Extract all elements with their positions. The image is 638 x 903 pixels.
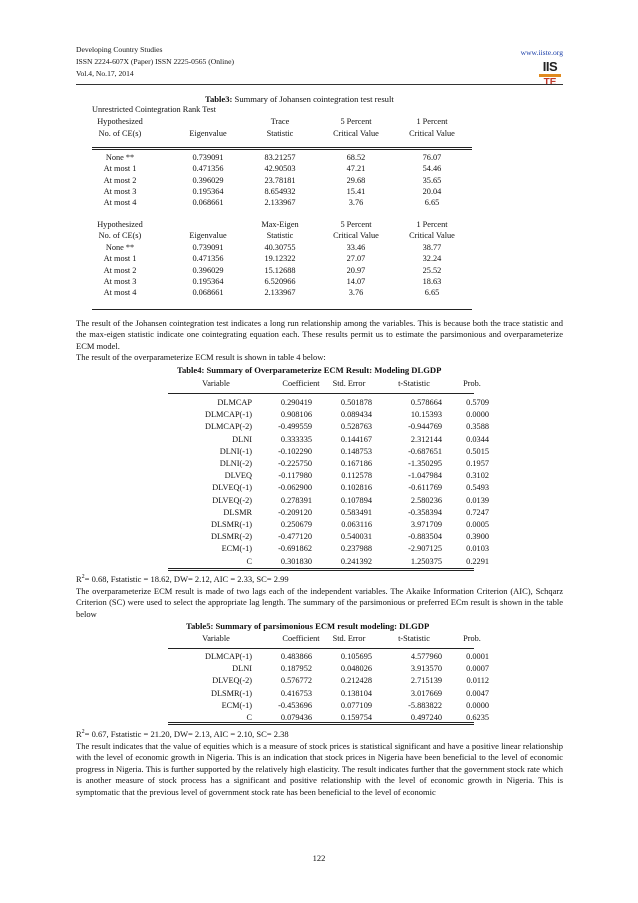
table3-cell-eigenvalue: 0.068661 (192, 288, 224, 298)
table4-cell-coefficient: 0.908106 (280, 410, 312, 420)
table5-head-prob: Prob. (463, 634, 481, 643)
table4-head-coefficient: Coefficient (282, 379, 320, 388)
table5-fit-stats (76, 729, 289, 739)
table4-cell-std-error: 0.540031 (340, 532, 372, 542)
table3-cell-statistic: 2.133967 (264, 198, 296, 208)
table5-cell-coefficient: 0.187952 (280, 664, 312, 674)
paragraph-overparam-intro: The result of the overparameterize ECM result is shown in table 4 below: (76, 352, 326, 362)
table3-cell-hypothesis: At most 1 (103, 254, 137, 264)
table4-cell-prob: 0.3900 (466, 532, 489, 542)
table3-head-5pct: 5 Percent (340, 117, 372, 126)
table3-eigen-head-maxeigen: Max-Eigen (261, 220, 299, 229)
table5-head-std-error: Std. Error (332, 634, 366, 643)
table3-cell-critical-5pct: 15.41 (346, 186, 366, 196)
logo-text-top: IIS (542, 59, 558, 74)
table3-cell-hypothesis: At most 1 (103, 164, 137, 174)
table4-cell-coefficient: -0.477120 (278, 532, 312, 542)
table4-cell-prob: 0.5709 (466, 398, 489, 407)
table5-cell-t-statistic: 3.913570 (410, 664, 442, 674)
table4-cell-t-statistic: 2.580236 (410, 495, 442, 505)
table3-cell-hypothesis: At most 4 (103, 288, 137, 298)
table3-head-hyp: Hypothesized (97, 117, 143, 126)
table3-cell-critical-1pct: 54.46 (422, 164, 442, 174)
table3-head-1pct-cv: Critical Value (409, 129, 455, 138)
table4-cell-prob: 0.0005 (466, 520, 489, 529)
table5-cell-coefficient: -0.453696 (278, 700, 312, 710)
table5-cell-prob: 0.0001 (466, 652, 489, 661)
table3-cell-eigenvalue: 0.471356 (192, 254, 224, 264)
table4-cell-t-statistic: -0.883504 (408, 532, 442, 542)
table4-cell-std-error: 0.112578 (341, 471, 372, 481)
table3-cell-statistic: 19.12322 (264, 254, 296, 264)
table3-caption-label: Table3: (205, 94, 233, 104)
table3-cell-critical-5pct: 33.46 (346, 243, 366, 252)
table3-cell-eigenvalue: 0.068661 (192, 198, 224, 208)
table4-cell-t-statistic: -2.907125 (408, 544, 442, 554)
table5-r2-sup: 2 (81, 729, 85, 736)
table3-cell-critical-5pct: 3.76 (348, 288, 364, 298)
table4-cell-variable: DLMCAP(-2) (204, 422, 252, 432)
table5-cell-std-error: 0.212428 (340, 676, 372, 686)
table4-cell-variable: DLVEQ(-2) (212, 495, 252, 505)
table3-cell-eigenvalue: 0.396029 (192, 175, 224, 185)
table5-cell-prob: 0.6235 (466, 713, 489, 722)
table3-cell-critical-5pct: 20.97 (346, 265, 366, 275)
table3-cell-statistic: 6.520966 (264, 276, 296, 286)
table3-cell-eigenvalue: 0.471356 (192, 164, 224, 174)
table3-cell-critical-1pct: 6.65 (424, 288, 440, 298)
table5-cell-coefficient: 0.483866 (280, 652, 312, 661)
table4-cell-t-statistic: 3.971709 (410, 520, 442, 529)
table4-cell-prob: 0.0139 (466, 495, 489, 505)
table4-head-variable: Variable (202, 379, 230, 388)
table3-cell-critical-1pct: 32.24 (422, 254, 442, 264)
table4-cell-std-error: 0.144167 (340, 434, 372, 444)
header-rule (76, 84, 563, 85)
table5-cell-std-error: 0.105695 (340, 652, 372, 661)
table4-header-rule (168, 393, 474, 394)
table5-cell-t-statistic: 4.577960 (410, 652, 442, 661)
table5-cell-prob: 0.0047 (466, 688, 489, 698)
table4-cell-t-statistic: 2.312144 (410, 434, 442, 444)
table4-cell-variable: ECM(-1) (221, 544, 252, 554)
table4-cell-std-error: 0.148753 (340, 446, 372, 456)
table3-cell-critical-1pct: 6.65 (424, 198, 440, 208)
table5-caption: Table5: Summary of parsimonious ECM result modeling: DLGDP (186, 621, 430, 631)
table3-cell-critical-1pct: 25.52 (422, 265, 442, 275)
table4-r2-sup: 2 (81, 574, 85, 581)
table5-cell-t-statistic: 2.715139 (410, 676, 442, 686)
table3-cell-critical-1pct: 20.04 (422, 186, 442, 196)
table4-cell-t-statistic: 10.15393 (410, 410, 442, 420)
table3-cell-hypothesis: At most 2 (103, 175, 137, 185)
table4-cell-variable: C (246, 556, 252, 566)
table4-cell-variable: DLSMR(-2) (210, 532, 252, 542)
table4-cell-coefficient: 0.290419 (280, 398, 312, 407)
table4-cell-t-statistic: -0.944769 (408, 422, 442, 432)
table3-cell-critical-5pct: 68.52 (346, 153, 366, 162)
table5-cell-coefficient: 0.576772 (280, 676, 312, 686)
table3-head-trace: Trace (270, 117, 290, 126)
table4-cell-coefficient: 0.250679 (280, 520, 312, 529)
table3-cell-hypothesis: None ** (105, 153, 135, 162)
table3-cell-statistic: 23.78181 (264, 175, 296, 185)
table4-cell-std-error: 0.063116 (341, 520, 372, 529)
table4-cell-prob: 0.3102 (466, 471, 489, 481)
table4-cell-std-error: 0.107894 (340, 495, 372, 505)
table4-cell-t-statistic: -0.358394 (408, 507, 442, 517)
table5-cell-t-statistic: -5.883822 (408, 700, 442, 710)
table3-cell-critical-5pct: 3.76 (348, 198, 364, 208)
table5-cell-variable: DLSMR(-1) (210, 688, 252, 698)
table3-cell-critical-1pct: 35.65 (422, 175, 442, 185)
table3-cell-eigenvalue: 0.739091 (192, 153, 224, 162)
table5-cell-prob: 0.0000 (466, 700, 489, 710)
table4-cell-variable: DLSMR(-1) (210, 520, 252, 529)
table3-cell-critical-1pct: 76.07 (422, 153, 442, 162)
table3-cell-hypothesis: At most 4 (103, 198, 137, 208)
table4-cell-coefficient: 0.301830 (280, 556, 312, 566)
table3-cell-critical-1pct: 38.77 (422, 243, 442, 252)
table5-header-rule (168, 648, 474, 649)
table5-cell-coefficient: 0.079436 (280, 713, 312, 722)
table4-cell-variable: DLSMR (223, 507, 252, 517)
table5-stats-text: = 0.67, Fstatistic = 21.20, DW= 2.13, AIC = 2.10, SC= 2.38 (84, 729, 289, 739)
table4-cell-std-error: 0.237988 (340, 544, 372, 554)
table4-cell-variable: DLVEQ (224, 471, 252, 481)
table4-cell-std-error: 0.089434 (340, 410, 372, 420)
table4-cell-coefficient: -0.117980 (278, 471, 312, 481)
table4-head-t-statistic: t-Statistic (398, 379, 430, 388)
iiste-logo (537, 59, 563, 88)
table3-caption-text: Summary of Johansen cointegration test result (232, 94, 394, 104)
table5-cell-std-error: 0.159754 (340, 713, 372, 722)
table4-cell-prob: 0.5493 (466, 483, 489, 493)
table5-cell-prob: 0.0007 (466, 664, 489, 674)
table3-cell-hypothesis: None ** (105, 243, 135, 252)
table5-cell-t-statistic: 0.497240 (410, 713, 442, 722)
table3-header-rule (92, 147, 472, 150)
table5-r2-label: R (76, 729, 82, 739)
table3-caption (205, 94, 394, 104)
table3-eigen-head-1pct-cv: Critical Value (409, 231, 455, 240)
table3-head-ce: No. of CE(s) (98, 129, 142, 138)
table3-cell-critical-1pct: 18.63 (422, 276, 442, 286)
table4-caption: Table4: Summary of Overparameterize ECM Result: Modeling DLGDP (177, 365, 442, 375)
table3-cell-eigenvalue: 0.195364 (192, 186, 224, 196)
table3-bottom-rule (92, 309, 472, 310)
table3-eigen-head-ce: No. of CE(s) (98, 231, 142, 240)
table4-cell-prob: 0.3588 (466, 422, 489, 432)
table3-head-eigen: Eigenvalue (189, 129, 227, 138)
table3-subtitle: Unrestricted Cointegration Rank Test (92, 105, 216, 114)
table4-cell-t-statistic: -0.611769 (408, 483, 442, 493)
table4-cell-t-statistic: -1.350295 (408, 459, 442, 468)
table4-fit-stats (76, 574, 289, 584)
table5-cell-std-error: 0.048026 (340, 664, 372, 674)
table4-cell-variable: DLMCAP(-1) (204, 410, 252, 420)
logo-text-bottom: TE (543, 77, 557, 88)
table4-cell-std-error: 0.241392 (340, 556, 372, 566)
page-number: 122 (312, 853, 326, 863)
table4-cell-prob: 0.7247 (466, 507, 489, 517)
table4-cell-coefficient: -0.691862 (278, 544, 312, 554)
table3-cell-statistic: 83.21257 (264, 153, 296, 162)
journal-url-link[interactable]: www.iiste.org (520, 48, 563, 57)
table4-cell-t-statistic: 0.578664 (410, 398, 442, 407)
table3-cell-eigenvalue: 0.396029 (192, 265, 224, 275)
table5-cell-variable: DLMCAP(-1) (204, 652, 252, 661)
paragraph-conclusion: The result indicates that the value of equities which is a measure of stock prices is statistical significant and have a positive linear relationship with the level of economic growth in Nigeria. This is an indication that stock prices in Nigeria have been beneficial to the level of economic progress in Nigeria. This is further supported by the relatively high elasticity. The result indicates further that the government stock rate which is another measure of stock process has a significant and positive relationship with the level of economic growth in Nigeria. This is symptomatic that the previous level of government stock rate has been beneficial to the level of economic (76, 741, 563, 797)
table5-head-coefficient: Coefficient (282, 634, 320, 643)
table4-cell-prob: 0.0103 (466, 544, 489, 554)
table3-eigen-head-hyp: Hypothesized (97, 220, 143, 229)
table5-cell-t-statistic: 3.017669 (410, 688, 442, 698)
table4-cell-prob: 0.1957 (466, 459, 489, 468)
table4-head-std-error: Std. Error (332, 379, 366, 388)
table3-cell-eigenvalue: 0.739091 (192, 243, 224, 252)
table4-cell-variable: DLVEQ(-1) (212, 483, 252, 493)
journal-volume: Vol.4, No.17, 2014 (76, 69, 134, 78)
table4-head-prob: Prob. (463, 379, 481, 388)
table5-cell-variable: C (246, 713, 252, 722)
table4-cell-t-statistic: 1.250375 (410, 556, 442, 566)
table4-cell-prob: 0.0000 (466, 410, 489, 420)
table3-head-1pct: 1 Percent (416, 117, 448, 126)
table4-cell-prob: 0.2291 (466, 556, 489, 566)
table3-cell-critical-5pct: 29.68 (346, 175, 366, 185)
table4-cell-variable: DLNI(-1) (219, 446, 252, 456)
table4-cell-t-statistic: -1.047984 (408, 471, 442, 481)
table4-bottom-rule (168, 568, 474, 571)
table4-cell-std-error: 0.501878 (340, 398, 372, 407)
table3-cell-critical-5pct: 27.07 (346, 254, 366, 264)
table4-cell-std-error: 0.528763 (340, 422, 372, 432)
table3-cell-critical-5pct: 14.07 (346, 276, 366, 286)
paragraph-overparam-result: The overparameterize ECM result is made of two lags each of the independent variables. The Akaike Information Criterion (AIC), Schqarz Criterion (SC) were used to select the appropriate lag length. The summary of the parsimonious or preferred ECm result is shown in the table below (76, 586, 563, 619)
table3-cell-critical-5pct: 47.21 (346, 164, 366, 174)
table5-cell-variable: ECM(-1) (221, 700, 252, 710)
table4-cell-coefficient: -0.102290 (278, 446, 312, 456)
table5-head-t-statistic: t-Statistic (398, 634, 430, 643)
table3-cell-statistic: 40.30755 (264, 243, 296, 252)
table4-cell-variable: DLNI (232, 434, 252, 444)
table4-cell-prob: 0.0344 (466, 434, 489, 444)
table4-stats-text: = 0.68, Fstatistic = 18.62, DW= 2.12, AIC = 2.33, SC= 2.99 (84, 574, 289, 584)
table3-cell-hypothesis: At most 3 (103, 276, 137, 286)
table4-cell-variable: DLNI(-2) (219, 459, 252, 468)
journal-issn: ISSN 2224-607X (Paper) ISSN 2225-0565 (Online) (76, 57, 234, 66)
table3-cell-hypothesis: At most 2 (103, 265, 137, 275)
paragraph-cointegration: The result of the Johansen cointegration test indicates a long run relationship among the variables. This is because both the trace statistic and the max-eigen statistic indicate one cointegrating equation each. These results permit us to estimate the parsimonious and overparameterize ECM model. (76, 318, 563, 351)
table5-cell-std-error: 0.138104 (340, 688, 372, 698)
table4-cell-coefficient: -0.209120 (278, 507, 312, 517)
table4-cell-variable: DLMCAP (217, 398, 252, 407)
table3-eigen-head-eigen: Eigenvalue (189, 231, 227, 240)
table4-r2-label: R (76, 574, 82, 584)
table3-eigen-head-1pct: 1 Percent (416, 220, 448, 229)
table4-cell-std-error: 0.167186 (340, 459, 372, 468)
table4-cell-std-error: 0.583491 (340, 507, 372, 517)
table3-eigen-head-statistic: Statistic (266, 231, 294, 240)
table4-cell-coefficient: -0.499559 (278, 422, 312, 432)
table3-eigen-head-5pct: 5 Percent (340, 220, 372, 229)
table5-cell-coefficient: 0.416753 (280, 688, 312, 698)
table4-cell-coefficient: -0.062900 (278, 483, 312, 493)
table3-cell-statistic: 8.654932 (264, 186, 296, 196)
table4-cell-coefficient: 0.278391 (280, 495, 312, 505)
table3-cell-hypothesis: At most 3 (103, 186, 137, 196)
table3-cell-statistic: 15.12688 (264, 265, 296, 275)
table3-head-5pct-cv: Critical Value (333, 129, 379, 138)
journal-name: Developing Country Studies (76, 45, 163, 54)
table3-eigen-head-5pct-cv: Critical Value (333, 231, 379, 240)
table4-cell-std-error: 0.102816 (340, 483, 372, 493)
table5-bottom-rule (168, 722, 474, 725)
table4-cell-prob: 0.5015 (466, 446, 489, 456)
table3-cell-eigenvalue: 0.195364 (192, 276, 224, 286)
table4-cell-coefficient: -0.225750 (278, 459, 312, 468)
table3-cell-statistic: 2.133967 (264, 288, 296, 298)
table5-cell-variable: DLNI (232, 664, 252, 674)
table5-cell-variable: DLVEQ(-2) (212, 676, 252, 686)
table3-cell-statistic: 42.90503 (264, 164, 296, 174)
table5-cell-prob: 0.0112 (466, 676, 489, 686)
table4-cell-coefficient: 0.333335 (280, 434, 312, 444)
table5-cell-std-error: 0.077109 (340, 700, 372, 710)
table3-head-statistic: Statistic (266, 129, 294, 138)
table4-cell-t-statistic: -0.687651 (408, 446, 442, 456)
table5-head-variable: Variable (202, 634, 230, 643)
